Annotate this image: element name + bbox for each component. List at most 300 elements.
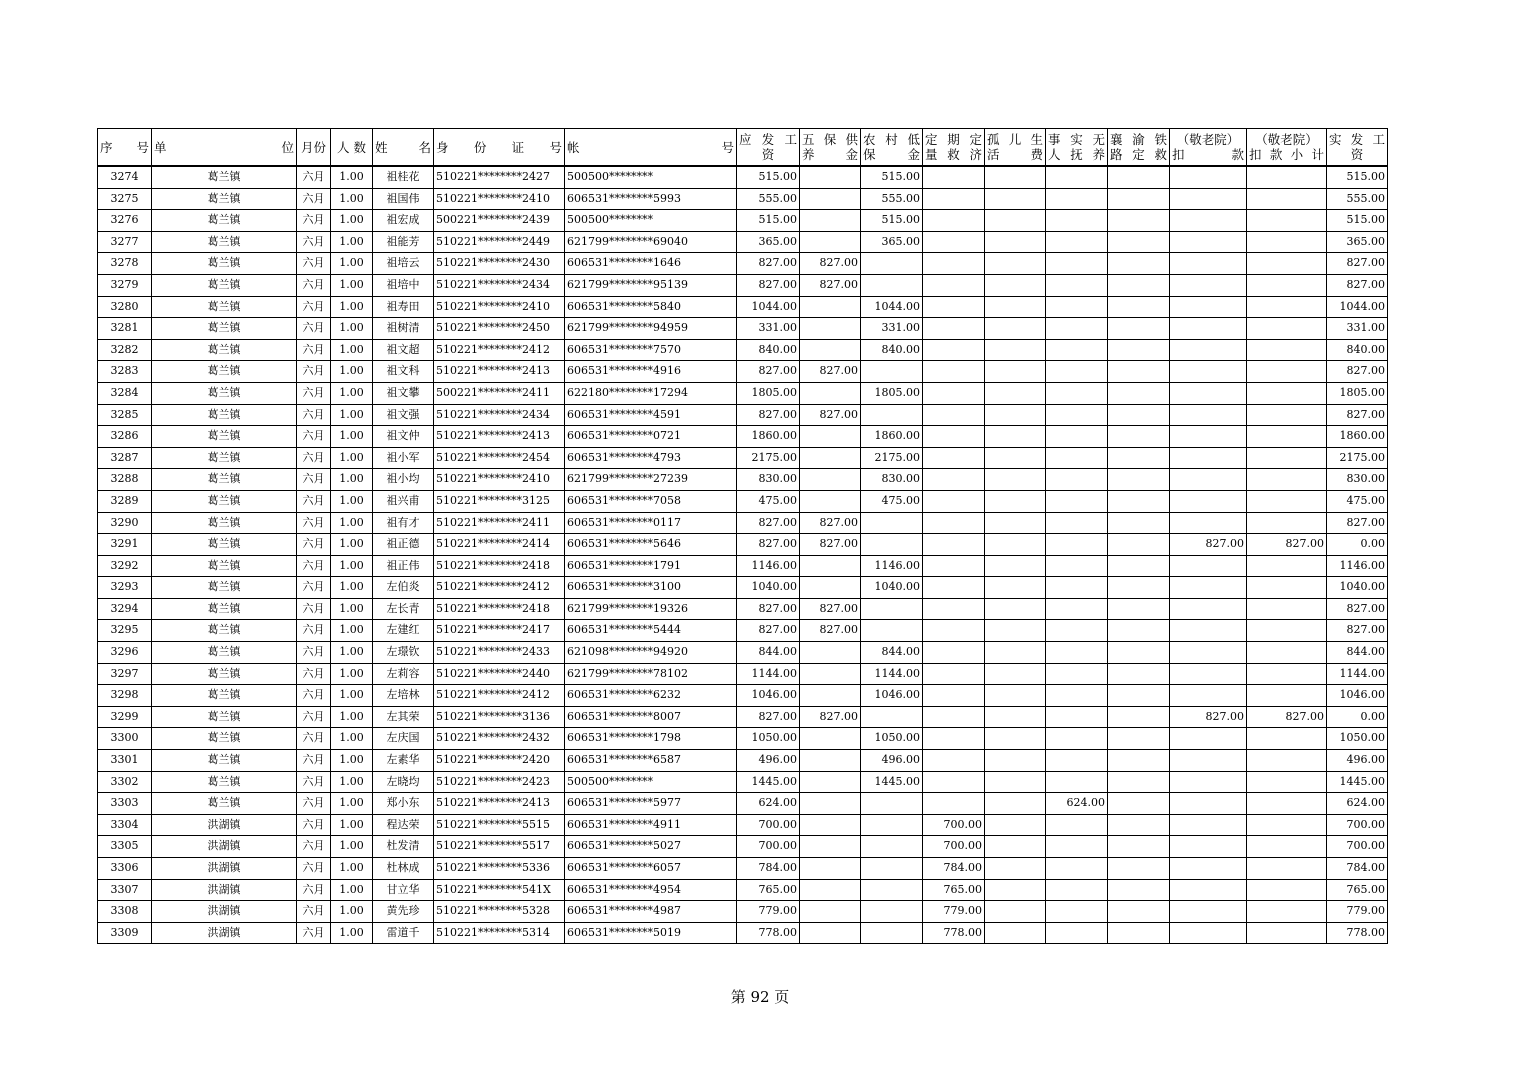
row-wubao (800, 728, 861, 750)
row-shishi (1046, 339, 1108, 361)
row-unit: 葛兰镇 (152, 318, 297, 340)
row-name: 左培林 (373, 685, 434, 707)
header-row (98, 129, 1388, 167)
row-gross-pay: 1044.00 (737, 296, 800, 318)
row-month: 六月 (297, 858, 331, 880)
row-jly-deduction: 827.00 (1170, 534, 1247, 556)
row-net-pay: 827.00 (1327, 620, 1388, 642)
row-net-pay: 1805.00 (1327, 382, 1388, 404)
table-row (98, 620, 1388, 642)
row-shishi (1046, 771, 1108, 793)
row-seq: 3298 (98, 685, 152, 707)
row-jly-total (1247, 339, 1327, 361)
row-unit: 葛兰镇 (152, 555, 297, 577)
row-dibao: 1805.00 (861, 382, 923, 404)
row-xiangyu (1108, 577, 1170, 599)
row-dingliang (923, 231, 985, 253)
row-id-number: 510221********2411 (434, 512, 565, 534)
row-jly-deduction (1170, 750, 1247, 772)
table-row (98, 188, 1388, 210)
row-dibao (861, 793, 923, 815)
row-net-pay: 0.00 (1327, 706, 1388, 728)
row-month: 六月 (297, 490, 331, 512)
row-guer (985, 793, 1046, 815)
header-guer: 孤 儿 生 活 费 (985, 129, 1046, 167)
row-net-pay: 515.00 (1327, 210, 1388, 232)
row-wubao (800, 296, 861, 318)
row-net-pay: 1040.00 (1327, 577, 1388, 599)
row-net-pay: 365.00 (1327, 231, 1388, 253)
row-wubao: 827.00 (800, 253, 861, 275)
row-wubao: 827.00 (800, 534, 861, 556)
header-dingliang: 定 期 定 量 救 济 (923, 129, 985, 167)
row-guer (985, 577, 1046, 599)
row-wubao (800, 166, 861, 188)
table-row (98, 231, 1388, 253)
row-jly-deduction (1170, 793, 1247, 815)
row-month: 六月 (297, 188, 331, 210)
header-net: 实 发 工 资 (1327, 129, 1388, 167)
row-shishi (1046, 750, 1108, 772)
row-dibao: 555.00 (861, 188, 923, 210)
row-xiangyu (1108, 512, 1170, 534)
row-id-number: 500221********2439 (434, 210, 565, 232)
row-gross-pay: 496.00 (737, 750, 800, 772)
row-net-pay: 827.00 (1327, 404, 1388, 426)
row-dibao (861, 512, 923, 534)
row-name: 程达荣 (373, 814, 434, 836)
row-net-pay: 555.00 (1327, 188, 1388, 210)
row-jly-deduction (1170, 188, 1247, 210)
row-id-number: 510221********541X (434, 879, 565, 901)
row-jly-total (1247, 188, 1327, 210)
row-gross-pay: 2175.00 (737, 447, 800, 469)
row-jly-deduction (1170, 922, 1247, 944)
table-row (98, 404, 1388, 426)
row-month: 六月 (297, 922, 331, 944)
row-month: 六月 (297, 512, 331, 534)
row-id-number: 510221********2434 (434, 274, 565, 296)
row-net-pay: 700.00 (1327, 814, 1388, 836)
row-shishi (1046, 512, 1108, 534)
row-jly-total (1247, 166, 1327, 188)
row-count: 1.00 (331, 793, 373, 815)
row-unit: 葛兰镇 (152, 188, 297, 210)
row-id-number: 510221********3125 (434, 490, 565, 512)
row-month: 六月 (297, 296, 331, 318)
row-unit: 葛兰镇 (152, 274, 297, 296)
table-row (98, 685, 1388, 707)
row-month: 六月 (297, 642, 331, 664)
table-row (98, 901, 1388, 923)
row-jly-total (1247, 858, 1327, 880)
row-shishi (1046, 166, 1108, 188)
row-shishi (1046, 642, 1108, 664)
row-dingliang (923, 490, 985, 512)
row-xiangyu (1108, 771, 1170, 793)
row-seq: 3302 (98, 771, 152, 793)
row-name: 祖有才 (373, 512, 434, 534)
row-guer (985, 404, 1046, 426)
row-seq: 3292 (98, 555, 152, 577)
header-xiangyu: 襄 渝 铁 路 定 救 (1108, 129, 1170, 167)
row-wubao (800, 879, 861, 901)
row-wubao (800, 642, 861, 664)
row-xiangyu (1108, 447, 1170, 469)
row-seq: 3304 (98, 814, 152, 836)
row-dingliang: 700.00 (923, 814, 985, 836)
row-dibao (861, 922, 923, 944)
row-jly-total (1247, 296, 1327, 318)
row-net-pay: 827.00 (1327, 361, 1388, 383)
row-dibao: 1445.00 (861, 771, 923, 793)
row-gross-pay: 700.00 (737, 814, 800, 836)
row-count: 1.00 (331, 728, 373, 750)
row-unit: 葛兰镇 (152, 685, 297, 707)
row-jly-deduction (1170, 361, 1247, 383)
row-net-pay: 827.00 (1327, 274, 1388, 296)
row-seq: 3288 (98, 469, 152, 491)
row-jly-deduction (1170, 814, 1247, 836)
row-xiangyu (1108, 620, 1170, 642)
row-gross-pay: 778.00 (737, 922, 800, 944)
row-account: 621799********19326 (565, 598, 737, 620)
row-seq: 3281 (98, 318, 152, 340)
row-name: 祖正德 (373, 534, 434, 556)
row-id-number: 510221********2427 (434, 166, 565, 188)
row-seq: 3297 (98, 663, 152, 685)
row-name: 祖文攀 (373, 382, 434, 404)
row-wubao (800, 858, 861, 880)
row-unit: 葛兰镇 (152, 728, 297, 750)
row-dibao: 515.00 (861, 210, 923, 232)
table-row (98, 426, 1388, 448)
row-wubao (800, 188, 861, 210)
row-shishi (1046, 814, 1108, 836)
row-id-number: 510221********2418 (434, 598, 565, 620)
row-shishi (1046, 426, 1108, 448)
row-dingliang (923, 404, 985, 426)
row-gross-pay: 624.00 (737, 793, 800, 815)
row-guer (985, 879, 1046, 901)
row-id-number: 510221********5515 (434, 814, 565, 836)
row-shishi (1046, 188, 1108, 210)
row-jly-deduction (1170, 339, 1247, 361)
row-unit: 洪湖镇 (152, 879, 297, 901)
row-unit: 葛兰镇 (152, 210, 297, 232)
row-id-number: 510221********2450 (434, 318, 565, 340)
row-account: 606531********5840 (565, 296, 737, 318)
row-wubao (800, 210, 861, 232)
row-wubao (800, 577, 861, 599)
table-row (98, 210, 1388, 232)
page-number: 第 92 页 (730, 988, 790, 1006)
row-shishi (1046, 685, 1108, 707)
row-dibao (861, 901, 923, 923)
row-wubao (800, 836, 861, 858)
row-account: 606531********5993 (565, 188, 737, 210)
table-row (98, 728, 1388, 750)
row-jly-deduction (1170, 210, 1247, 232)
row-account: 606531********1791 (565, 555, 737, 577)
row-unit: 葛兰镇 (152, 490, 297, 512)
row-count: 1.00 (331, 231, 373, 253)
row-net-pay: 1860.00 (1327, 426, 1388, 448)
row-count: 1.00 (331, 642, 373, 664)
row-seq: 3291 (98, 534, 152, 556)
relief-payment-table (97, 128, 1388, 944)
row-seq: 3301 (98, 750, 152, 772)
row-jly-deduction (1170, 901, 1247, 923)
row-unit: 葛兰镇 (152, 598, 297, 620)
row-shishi (1046, 253, 1108, 275)
row-unit: 洪湖镇 (152, 836, 297, 858)
row-xiangyu (1108, 166, 1170, 188)
row-dibao: 844.00 (861, 642, 923, 664)
row-shishi: 624.00 (1046, 793, 1108, 815)
row-jly-total (1247, 793, 1327, 815)
row-seq: 3299 (98, 706, 152, 728)
row-jly-total (1247, 490, 1327, 512)
row-gross-pay: 779.00 (737, 901, 800, 923)
row-month: 六月 (297, 469, 331, 491)
row-jly-total (1247, 814, 1327, 836)
row-count: 1.00 (331, 361, 373, 383)
row-shishi (1046, 706, 1108, 728)
row-net-pay: 515.00 (1327, 166, 1388, 188)
table-row (98, 642, 1388, 664)
row-shishi (1046, 318, 1108, 340)
row-shishi (1046, 490, 1108, 512)
row-account: 621799********78102 (565, 663, 737, 685)
row-seq: 3278 (98, 253, 152, 275)
row-month: 六月 (297, 231, 331, 253)
row-id-number: 510221********2440 (434, 663, 565, 685)
row-dingliang (923, 598, 985, 620)
row-jly-deduction (1170, 598, 1247, 620)
row-jly-total (1247, 318, 1327, 340)
row-id-number: 510221********2434 (434, 404, 565, 426)
header-gross: 应 发 工 资 (737, 129, 800, 167)
row-month: 六月 (297, 879, 331, 901)
row-wubao (800, 339, 861, 361)
row-net-pay: 700.00 (1327, 836, 1388, 858)
row-shishi (1046, 577, 1108, 599)
row-shishi (1046, 879, 1108, 901)
row-name: 雷道千 (373, 922, 434, 944)
row-xiangyu (1108, 274, 1170, 296)
row-account: 606531********4793 (565, 447, 737, 469)
header-wubao: 五 保 供 养 金 (800, 129, 861, 167)
row-account: 606531********5027 (565, 836, 737, 858)
row-jly-deduction (1170, 728, 1247, 750)
row-id-number: 510221********2432 (434, 728, 565, 750)
row-dingliang (923, 577, 985, 599)
row-id-number: 510221********2418 (434, 555, 565, 577)
table-row (98, 922, 1388, 944)
row-month: 六月 (297, 663, 331, 685)
row-xiangyu (1108, 490, 1170, 512)
row-name: 左晓均 (373, 771, 434, 793)
row-dibao: 515.00 (861, 166, 923, 188)
row-count: 1.00 (331, 404, 373, 426)
row-gross-pay: 331.00 (737, 318, 800, 340)
row-jly-deduction (1170, 555, 1247, 577)
row-gross-pay: 827.00 (737, 361, 800, 383)
row-jly-deduction (1170, 771, 1247, 793)
row-jly-deduction (1170, 426, 1247, 448)
row-jly-total (1247, 642, 1327, 664)
row-account: 606531********1798 (565, 728, 737, 750)
row-shishi (1046, 382, 1108, 404)
row-seq: 3284 (98, 382, 152, 404)
row-seq: 3294 (98, 598, 152, 620)
row-jly-deduction (1170, 318, 1247, 340)
row-jly-total (1247, 231, 1327, 253)
row-jly-total (1247, 598, 1327, 620)
row-name: 祖文仲 (373, 426, 434, 448)
row-net-pay: 496.00 (1327, 750, 1388, 772)
table-row (98, 274, 1388, 296)
row-dibao (861, 534, 923, 556)
row-dingliang: 700.00 (923, 836, 985, 858)
row-gross-pay: 827.00 (737, 253, 800, 275)
row-name: 祖文强 (373, 404, 434, 426)
table-row (98, 318, 1388, 340)
row-account: 606531********1646 (565, 253, 737, 275)
row-month: 六月 (297, 901, 331, 923)
row-seq: 3306 (98, 858, 152, 880)
table-row (98, 858, 1388, 880)
row-xiangyu (1108, 426, 1170, 448)
row-wubao (800, 318, 861, 340)
row-guer (985, 210, 1046, 232)
row-guer (985, 469, 1046, 491)
row-xiangyu (1108, 296, 1170, 318)
row-shishi (1046, 231, 1108, 253)
row-month: 六月 (297, 728, 331, 750)
row-xiangyu (1108, 814, 1170, 836)
row-id-number: 510221********2413 (434, 426, 565, 448)
row-jly-total (1247, 404, 1327, 426)
row-dingliang (923, 750, 985, 772)
row-month: 六月 (297, 577, 331, 599)
row-count: 1.00 (331, 447, 373, 469)
row-count: 1.00 (331, 534, 373, 556)
row-xiangyu (1108, 598, 1170, 620)
row-gross-pay: 827.00 (737, 512, 800, 534)
table-row (98, 836, 1388, 858)
row-id-number: 510221********5336 (434, 858, 565, 880)
row-count: 1.00 (331, 274, 373, 296)
row-wubao: 827.00 (800, 620, 861, 642)
row-dibao (861, 361, 923, 383)
row-count: 1.00 (331, 555, 373, 577)
row-account: 621799********27239 (565, 469, 737, 491)
row-jly-deduction (1170, 253, 1247, 275)
row-account: 606531********3100 (565, 577, 737, 599)
row-id-number: 510221********2454 (434, 447, 565, 469)
row-jly-deduction (1170, 836, 1247, 858)
row-unit: 葛兰镇 (152, 469, 297, 491)
row-wubao (800, 447, 861, 469)
row-guer (985, 771, 1046, 793)
row-xiangyu (1108, 642, 1170, 664)
row-unit: 葛兰镇 (152, 447, 297, 469)
row-unit: 葛兰镇 (152, 339, 297, 361)
row-shishi (1046, 210, 1108, 232)
row-dibao: 840.00 (861, 339, 923, 361)
row-account: 621098********94920 (565, 642, 737, 664)
row-count: 1.00 (331, 771, 373, 793)
row-gross-pay: 827.00 (737, 274, 800, 296)
row-xiangyu (1108, 750, 1170, 772)
row-seq: 3287 (98, 447, 152, 469)
row-dingliang (923, 426, 985, 448)
row-gross-pay: 827.00 (737, 620, 800, 642)
row-shishi (1046, 555, 1108, 577)
row-month: 六月 (297, 750, 331, 772)
row-seq: 3277 (98, 231, 152, 253)
row-jly-total (1247, 555, 1327, 577)
table-row (98, 253, 1388, 275)
row-jly-deduction (1170, 490, 1247, 512)
row-name: 左建红 (373, 620, 434, 642)
row-dingliang (923, 318, 985, 340)
row-month: 六月 (297, 274, 331, 296)
row-shishi (1046, 728, 1108, 750)
header-account: 帐 号 (565, 129, 737, 167)
row-jly-total (1247, 728, 1327, 750)
row-gross-pay: 1050.00 (737, 728, 800, 750)
row-dibao: 2175.00 (861, 447, 923, 469)
row-seq: 3300 (98, 728, 152, 750)
row-name: 祖培云 (373, 253, 434, 275)
row-count: 1.00 (331, 598, 373, 620)
row-wubao: 827.00 (800, 274, 861, 296)
row-net-pay: 1044.00 (1327, 296, 1388, 318)
row-jly-deduction (1170, 858, 1247, 880)
row-unit: 洪湖镇 (152, 922, 297, 944)
row-name: 祖国伟 (373, 188, 434, 210)
row-dibao: 1044.00 (861, 296, 923, 318)
row-month: 六月 (297, 210, 331, 232)
header-unit: 单 位 (152, 129, 297, 167)
row-month: 六月 (297, 771, 331, 793)
row-jly-total (1247, 620, 1327, 642)
row-jly-total (1247, 901, 1327, 923)
row-dingliang (923, 339, 985, 361)
row-unit: 葛兰镇 (152, 642, 297, 664)
row-net-pay: 1146.00 (1327, 555, 1388, 577)
row-jly-total (1247, 685, 1327, 707)
table-row (98, 339, 1388, 361)
header-name: 姓 名 (373, 129, 434, 167)
row-dingliang (923, 620, 985, 642)
row-xiangyu (1108, 361, 1170, 383)
row-xiangyu (1108, 382, 1170, 404)
row-account: 606531********0117 (565, 512, 737, 534)
table-row (98, 771, 1388, 793)
row-unit: 葛兰镇 (152, 620, 297, 642)
row-unit: 葛兰镇 (152, 166, 297, 188)
row-guer (985, 382, 1046, 404)
row-count: 1.00 (331, 814, 373, 836)
row-wubao (800, 426, 861, 448)
row-guer (985, 706, 1046, 728)
row-jly-total (1247, 750, 1327, 772)
row-name: 左庆国 (373, 728, 434, 750)
